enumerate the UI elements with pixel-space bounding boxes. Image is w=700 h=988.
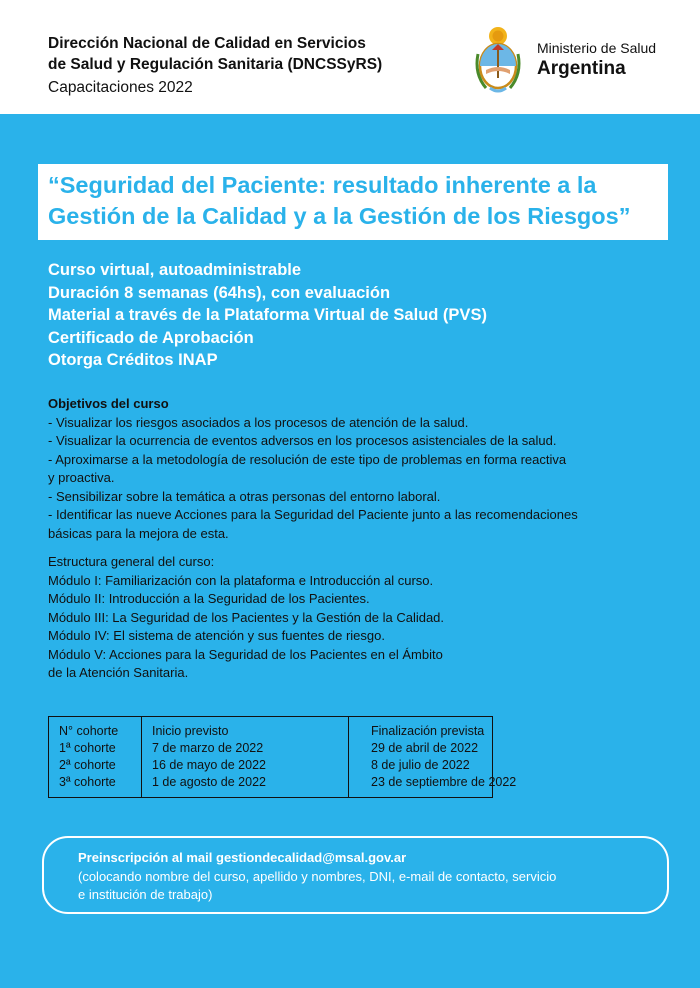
- table-cell: 29 de abril de 2022: [371, 741, 479, 755]
- module-line: Módulo I: Familiarización con la plataforma e Introducción al curso.: [48, 572, 434, 588]
- structure-section: [48, 553, 648, 683]
- course-title-line-1: “Seguridad del Paciente: resultado inherente a la: [48, 172, 597, 198]
- column-header: Inicio previsto: [152, 724, 229, 738]
- column-header: Finalización prevista: [371, 724, 485, 738]
- course-title: [48, 170, 663, 232]
- ministry-line-2: Argentina: [537, 58, 626, 79]
- feature-item: Material a través de la Plataforma Virtual de Salud (PVS): [48, 306, 487, 324]
- table-cell: 16 de mayo de 2022: [152, 758, 266, 772]
- preregistration-note: (colocando nombre del curso, apellido y nombres, DNI, e-mail de contacto, servicio: [78, 868, 557, 884]
- table-cell: 8 de julio de 2022: [371, 758, 470, 772]
- module-line: Módulo III: La Seguridad de los Pacientes y la Gestión de la Calidad.: [48, 609, 445, 625]
- end-column: [349, 717, 517, 797]
- objectives-section: [48, 395, 648, 543]
- header: [0, 0, 700, 114]
- start-column: [142, 717, 349, 797]
- feature-item: Duración 8 semanas (64hs), con evaluación: [48, 283, 391, 302]
- table-cell: 23 de septiembre de 2022: [371, 775, 517, 789]
- objective-line: - Visualizar la ocurrencia de eventos adversos en los procesos asistenciales de la salud.: [48, 433, 557, 448]
- module-line: Módulo IV: El sistema de atención y sus fuentes de riesgo.: [48, 628, 385, 643]
- department-name: [48, 33, 428, 98]
- feature-item: Otorga Créditos INAP: [48, 351, 218, 369]
- table-cell: 2ª cohorte: [59, 758, 116, 772]
- course-title-line-2: Gestión de la Calidad y a la Gestión de los Riesgos”: [48, 203, 631, 229]
- objective-line: - Sensibilizar sobre la temática a otras personas del entorno laboral.: [48, 488, 441, 504]
- objective-line: básicas para la mejora de esta.: [48, 525, 229, 541]
- table-cell: 7 de marzo de 2022: [152, 741, 264, 755]
- objective-line: y proactiva.: [48, 470, 115, 485]
- preregistration-note: e institución de trabajo): [78, 887, 213, 902]
- objective-line: - Identificar las nueve Acciones para la Seguridad del Paciente junto a las recomendaciones: [48, 507, 578, 522]
- objectives-heading: Objetivos del curso: [48, 396, 169, 411]
- ministry-line-1: Ministerio de Salud: [537, 40, 657, 56]
- cohort-table: [48, 716, 517, 798]
- table-cell: 3ª cohorte: [59, 775, 116, 789]
- preregistration-box: [42, 836, 669, 914]
- module-line: Módulo V: Acciones para la Seguridad de los Pacientes en el Ámbito: [48, 646, 443, 662]
- feature-item: Curso virtual, autoadministrable: [48, 261, 302, 279]
- department-line-1: Dirección Nacional de Calidad en Servicios: [48, 35, 366, 52]
- table-cell: 1 de agosto de 2022: [152, 775, 266, 789]
- objective-line: - Aproximarse a la metodología de resolución de este tipo de problemas en forma reactiva: [48, 451, 567, 467]
- coat-of-arms-icon: [472, 24, 524, 96]
- structure-heading: Estructura general del curso:: [48, 554, 215, 569]
- header-subtitle: Capacitaciones 2022: [48, 79, 193, 96]
- module-line: de la Atención Sanitaria.: [48, 665, 189, 680]
- objective-line: - Visualizar los riesgos asociados a los procesos de atención de la salud.: [48, 414, 469, 430]
- table-cell: 1ª cohorte: [59, 741, 116, 755]
- course-features: [48, 259, 648, 372]
- feature-item: Certificado de Aprobación: [48, 328, 254, 347]
- course-title-box: [38, 164, 668, 240]
- department-line-2: de Salud y Regulación Sanitaria (DNCSSyRS): [48, 56, 383, 73]
- cohort-column: [49, 717, 142, 797]
- column-header: N° cohorte: [59, 724, 119, 738]
- preregistration-email[interactable]: Preinscripción al mail gestiondecalidad@msal.gov.ar: [78, 850, 407, 865]
- ministry-name: [537, 40, 656, 81]
- module-line: Módulo II: Introducción a la Seguridad de los Pacientes.: [48, 591, 370, 606]
